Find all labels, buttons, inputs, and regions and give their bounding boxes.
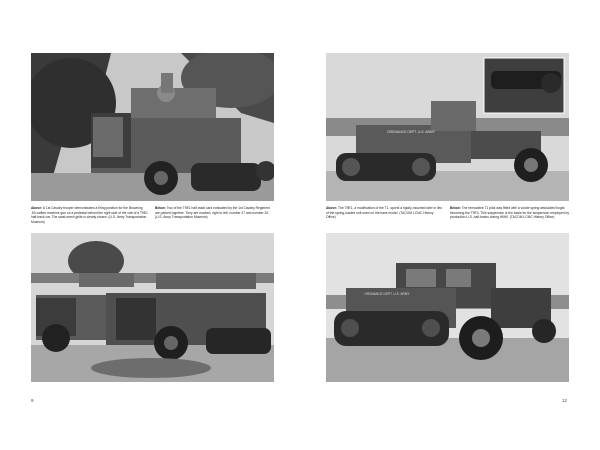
photo-t9e1-with-inset bbox=[326, 53, 569, 201]
photo-two-halftracks bbox=[31, 233, 274, 382]
caption-lead: Below: bbox=[155, 206, 166, 210]
caption-text: Two of the T9E1 half-track cars evaluated by the 1st Cavalry Regiment are parked together. They are marked, right to left, number 27 and number 20. (U.S. Army Transportation Museum) bbox=[155, 206, 270, 220]
caption-above-left-page bbox=[31, 206, 148, 224]
right-page bbox=[300, 0, 600, 450]
caption-lead: Below: bbox=[450, 206, 461, 210]
truck-door-marking: ORDNANCE DEPT. U.S. ARMY bbox=[364, 292, 410, 296]
page-number-left: 9 bbox=[31, 398, 34, 403]
truck-door-marking: ORDNANCE DEPT. U.S. ARMY bbox=[386, 130, 436, 134]
caption-lead: Above: bbox=[31, 206, 43, 210]
photo-halftrack-woods bbox=[31, 53, 274, 201]
caption-below-left-page bbox=[155, 206, 274, 220]
caption-text: The removable T1 pilot was fitted with a volute spring articulated bogie, becoming the T9E3. This suspension is the basis for the suspension employed by production U.S. half-tracks during WWII. (TACOM LCMC History Office) bbox=[450, 206, 570, 220]
caption-lead: Above: bbox=[326, 206, 338, 210]
photo-halftrack-field bbox=[326, 233, 569, 382]
page-number-right: 12 bbox=[562, 398, 568, 403]
caption-text: The T9E1, a modification of the T1, sports a rigidly-mounted idler in lieu of the spring-loaded unit used on the base model. (TACOM LCMC History Office) bbox=[326, 206, 443, 220]
caption-above-right-page bbox=[326, 206, 443, 220]
caption-text: A 1st Cavalry trooper demonstrates a firing position for the Browning .50 caliber machine gun on a pedestal behind the right side of the cab of a T9E1 half-track car. The sand-mesh grille is clearly shown. (U.S. Army Transportation Museum) bbox=[31, 206, 148, 224]
caption-below-right-page bbox=[450, 206, 569, 220]
